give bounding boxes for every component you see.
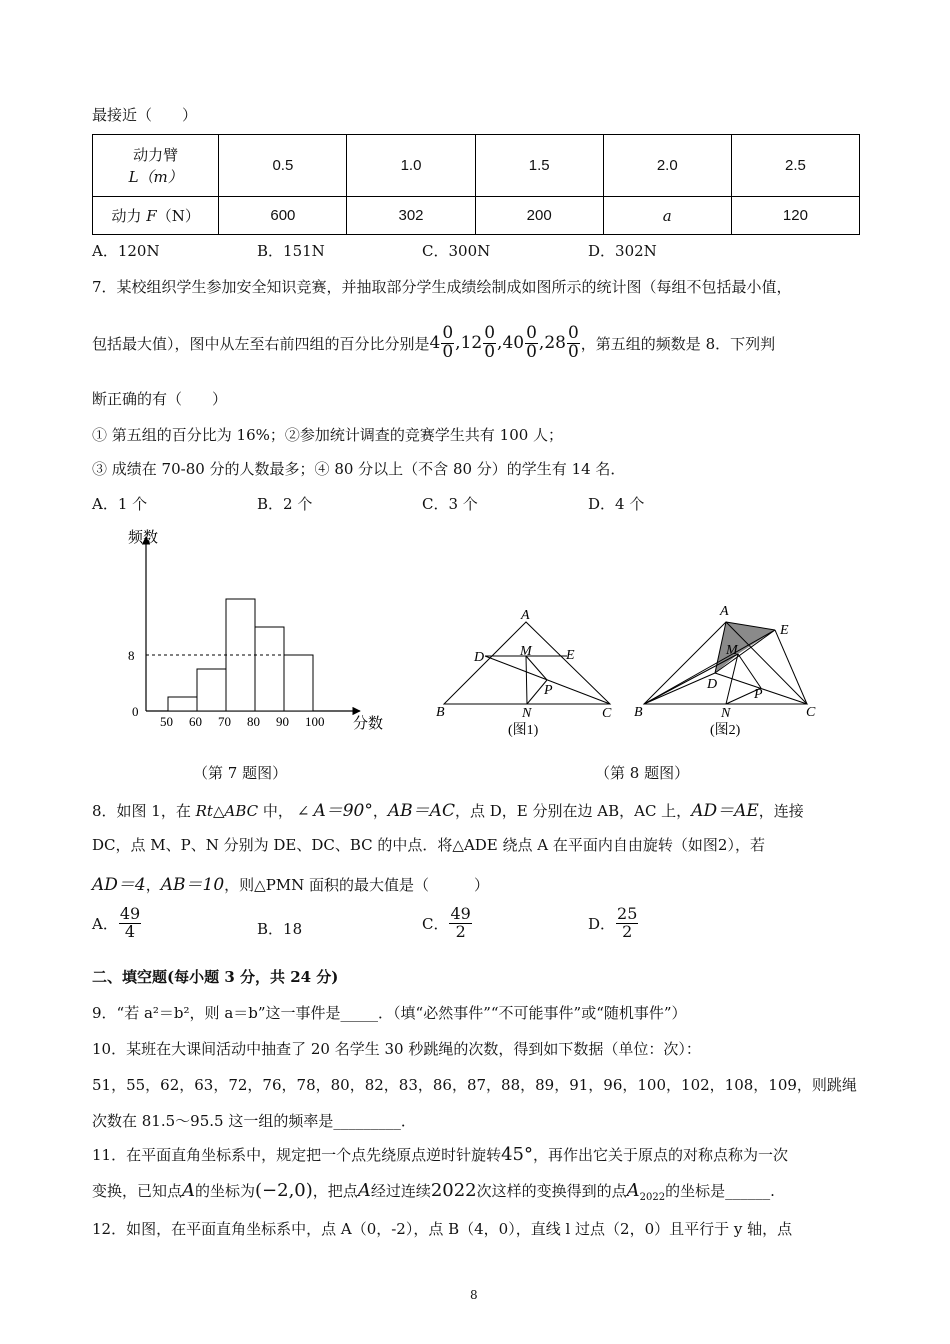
point-label: B bbox=[634, 705, 643, 720]
histogram-chart bbox=[110, 525, 400, 745]
page-number: 8 bbox=[470, 1288, 478, 1302]
table-cell: 302 bbox=[347, 197, 475, 235]
y-tick-label: 0 bbox=[132, 704, 139, 719]
point-label: P bbox=[754, 687, 763, 702]
point-label: D bbox=[474, 650, 485, 665]
x-tick-label: 70 bbox=[218, 714, 231, 729]
table-cell: 120 bbox=[731, 197, 859, 235]
q7-caption: （第 7 题图） bbox=[193, 764, 288, 782]
histogram-bar bbox=[197, 669, 226, 711]
q9-text: 9．“若 a²＝b²，则 a＝b”这一事件是_____．（填“必然事件”“不可能事件”或“随机事件”） bbox=[92, 1004, 687, 1022]
point-label: E bbox=[566, 648, 575, 663]
point-label: E bbox=[780, 623, 789, 638]
q10-line1: 10．某班在大课间活动中抽查了 20 名学生 30 秒跳绳的次数，得到如下数据（单位：次）： bbox=[92, 1040, 701, 1058]
q7-line3: 断正确的有（ ） bbox=[92, 390, 228, 408]
q6-option-d: D．302N bbox=[588, 242, 657, 260]
q8-option-c: C． $\frac{49}{2}$ bbox=[422, 904, 471, 941]
q7-option-a: A．1 个 bbox=[92, 495, 148, 513]
point-label: A bbox=[720, 604, 729, 619]
table-row-label: 动力 F（N） bbox=[93, 197, 219, 235]
table-cell: 2.0 bbox=[603, 135, 731, 197]
q6-option-a: A．120N bbox=[92, 242, 160, 260]
q7-line2: 包括最大值），图中从左至右前四组的百分比分别是4 $\frac{0}{0}$ ,12 $\frac{0}{0}$ ,40 $\frac{0}{0}$ ,28 $\frac{0}{0}$ ，第五组的频数是 8．下列判 bbox=[92, 323, 776, 362]
q8-figure-2 bbox=[630, 600, 830, 750]
x-tick-label: 60 bbox=[189, 714, 202, 729]
q7-statement-2: ③ 成绩在 70-80 分的人数最多；④ 80 分以上（不含 80 分）的学生有 14 名． bbox=[92, 460, 626, 478]
table-cell: 1.5 bbox=[475, 135, 603, 197]
q10-line3: 次数在 81.5～95.5 这一组的频率是_________． bbox=[92, 1112, 416, 1130]
q8-caption: （第 8 题图） bbox=[595, 764, 690, 782]
point-label: C bbox=[806, 705, 816, 720]
table-cell: 1.0 bbox=[347, 135, 475, 197]
x-axis-label: 分数 bbox=[353, 716, 384, 732]
section-2-heading: 二、填空题(每小题 3 分，共 24 分) bbox=[92, 968, 339, 986]
q11-line2: 变换，已知点A的坐标为(−2,0)，把点A经过连续2022次这样的变换得到的点$A_{2022}$的坐标是______. bbox=[92, 1180, 775, 1203]
table-header-cell: 动力臂 L（m） bbox=[93, 135, 219, 197]
q7-statement-1: ① 第五组的百分比为 16%；②参加统计调查的竞赛学生共有 100 人； bbox=[92, 426, 564, 444]
point-label: C bbox=[602, 706, 612, 721]
x-tick-label: 50 bbox=[160, 714, 173, 729]
histogram-bar bbox=[255, 627, 284, 711]
table-cell: a bbox=[603, 197, 731, 235]
q6-prefix: 最接近（ ） bbox=[92, 106, 198, 124]
q6-option-b: B．151N bbox=[257, 242, 325, 260]
q7-line1: 7．某校组织学生参加安全知识竞赛，并抽取部分学生成绩绘制成如图所示的统计图（每组不包括最小值， bbox=[92, 278, 792, 296]
y-axis-label: 频数 bbox=[128, 530, 159, 546]
histogram-bar bbox=[168, 697, 197, 711]
point-label: M bbox=[520, 644, 532, 659]
point-label: A bbox=[521, 608, 530, 623]
histogram-bar bbox=[284, 655, 313, 711]
point-label: P bbox=[544, 683, 553, 698]
point-label: N bbox=[721, 706, 731, 721]
point-label: M bbox=[726, 643, 738, 658]
figure-2-caption: (图2) bbox=[710, 723, 741, 738]
q11-line1: 11．在平面直角坐标系中，规定把一个点先绕原点逆时针旋转45°，再作出它关于原点的对称点称为一次 bbox=[92, 1144, 789, 1165]
q7-option-d: D．4 个 bbox=[588, 495, 645, 513]
table-cell: 2.5 bbox=[731, 135, 859, 197]
table-cell: 200 bbox=[475, 197, 603, 235]
point-label: B bbox=[436, 705, 445, 720]
x-tick-label: 90 bbox=[276, 714, 289, 729]
x-tick-label: 80 bbox=[247, 714, 260, 729]
table-cell: 0.5 bbox=[219, 135, 347, 197]
figure-1-caption: (图1) bbox=[508, 723, 539, 738]
x-tick-label: 100 bbox=[305, 714, 325, 729]
q7-option-c: C．3 个 bbox=[422, 495, 478, 513]
q10-line2: 51，55，62，63，72，76，78，80，82，83，86，87，88，89，91，96，100，102，108，109，则跳绳 bbox=[92, 1076, 857, 1094]
fraction-list: 4 $\frac{0}{0}$ ,12 $\frac{0}{0}$ ,40 $\frac{0}{0}$ ,28 $\frac{0}{0}$ bbox=[429, 323, 579, 362]
point-label: N bbox=[522, 706, 532, 721]
table-cell: 600 bbox=[219, 197, 347, 235]
q7-option-b: B．2 个 bbox=[257, 495, 313, 513]
q8-line2: DC，点 M、P、N 分别为 DE、DC、BC 的中点．将△ADE 绕点 A 在平面内自由旋转（如图2），若 bbox=[92, 836, 765, 854]
q8-line1: 8．如图 1，在 Rt△ABC 中， ∠ A＝90°，AB＝AC，点 D，E 分别在边 AB，AC 上，AD＝AE，连接 bbox=[92, 801, 804, 821]
y-tick-label: 8 bbox=[128, 648, 135, 663]
q8-figure-1 bbox=[430, 600, 630, 750]
x-ticks-group bbox=[160, 714, 325, 729]
q8-option-b: B．18 bbox=[257, 920, 303, 938]
force-table bbox=[92, 134, 860, 235]
q12-line1: 12．如图，在平面直角坐标系中，点 A（0，-2），点 B（4，0），直线 l 过点（2，0）且平行于 y 轴，点 bbox=[92, 1220, 793, 1238]
q6-option-c: C．300N bbox=[422, 242, 491, 260]
q8-line3: AD＝4，AB＝10，则△PMN 面积的最大值是（ ） bbox=[92, 875, 490, 895]
point-label: D bbox=[707, 677, 718, 692]
q8-option-a: A． $\frac{49}{4}$ bbox=[92, 904, 141, 941]
q8-option-d: D． $\frac{25}{2}$ bbox=[588, 904, 638, 941]
